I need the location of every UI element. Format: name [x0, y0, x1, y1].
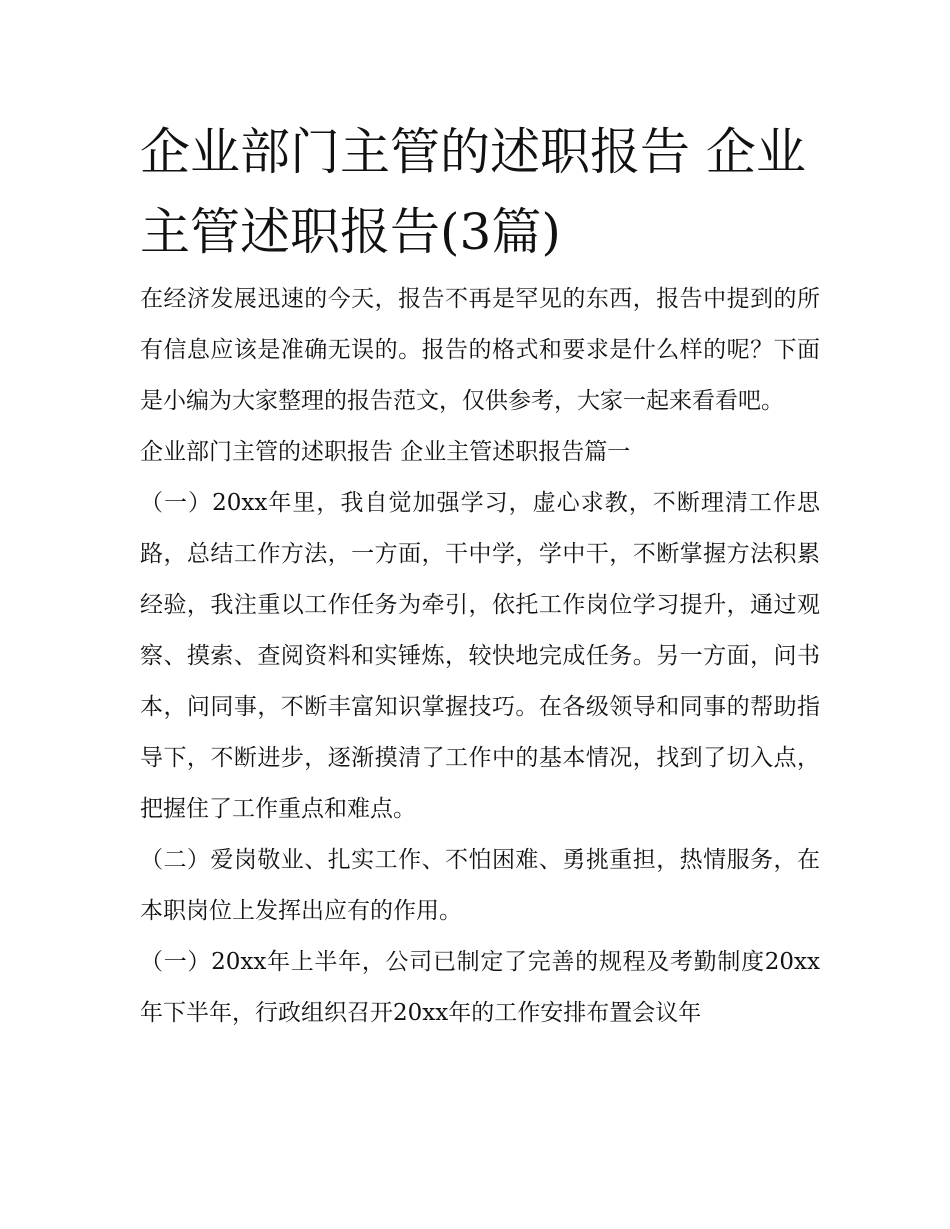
intro-paragraph: 在经济发展迅速的今天，报告不再是罕见的东西，报告中提到的所有信息应该是准确无误的。报告的格式和要求是什么样的呢？下面是小编为大家整理的报告范文，仅供参考，大家一起来看看吧。	[140, 286, 820, 414]
body-paragraph-1: （一）20xx年里，我自觉加强学习，虚心求教，不断理清工作思路，总结工作方法，一方面，干中学，学中干，不断掌握方法积累经验，我注重以工作任务为牵引，依托工作岗位学习提升，通过观察、摸索、查阅资料和实锤炼，较快地完成任务。另一方面，问书本，问同事，不断丰富知识掌握技巧。在各级领导和同事的帮助指导下，不断进步，逐渐摸清了工作中的基本情况，找到了切入点，把握住了工作重点和难点。	[140, 490, 820, 822]
section-heading: 企业部门主管的述职报告 企业主管述职报告篇一	[140, 439, 631, 465]
document-body	[140, 274, 820, 1039]
body-paragraph-3: （一）20xx年上半年，公司已制定了完善的规程及考勤制度20xx年下半年，行政组织召开20xx年的工作安排布置会议年	[140, 949, 820, 1026]
document-title: 企业部门主管的述职报告 企业主管述职报告(3篇)	[140, 123, 806, 261]
body-paragraph-2: （二）爱岗敬业、扎实工作、不怕困难、勇挑重担，热情服务，在本职岗位上发挥出应有的作用。	[140, 847, 820, 924]
